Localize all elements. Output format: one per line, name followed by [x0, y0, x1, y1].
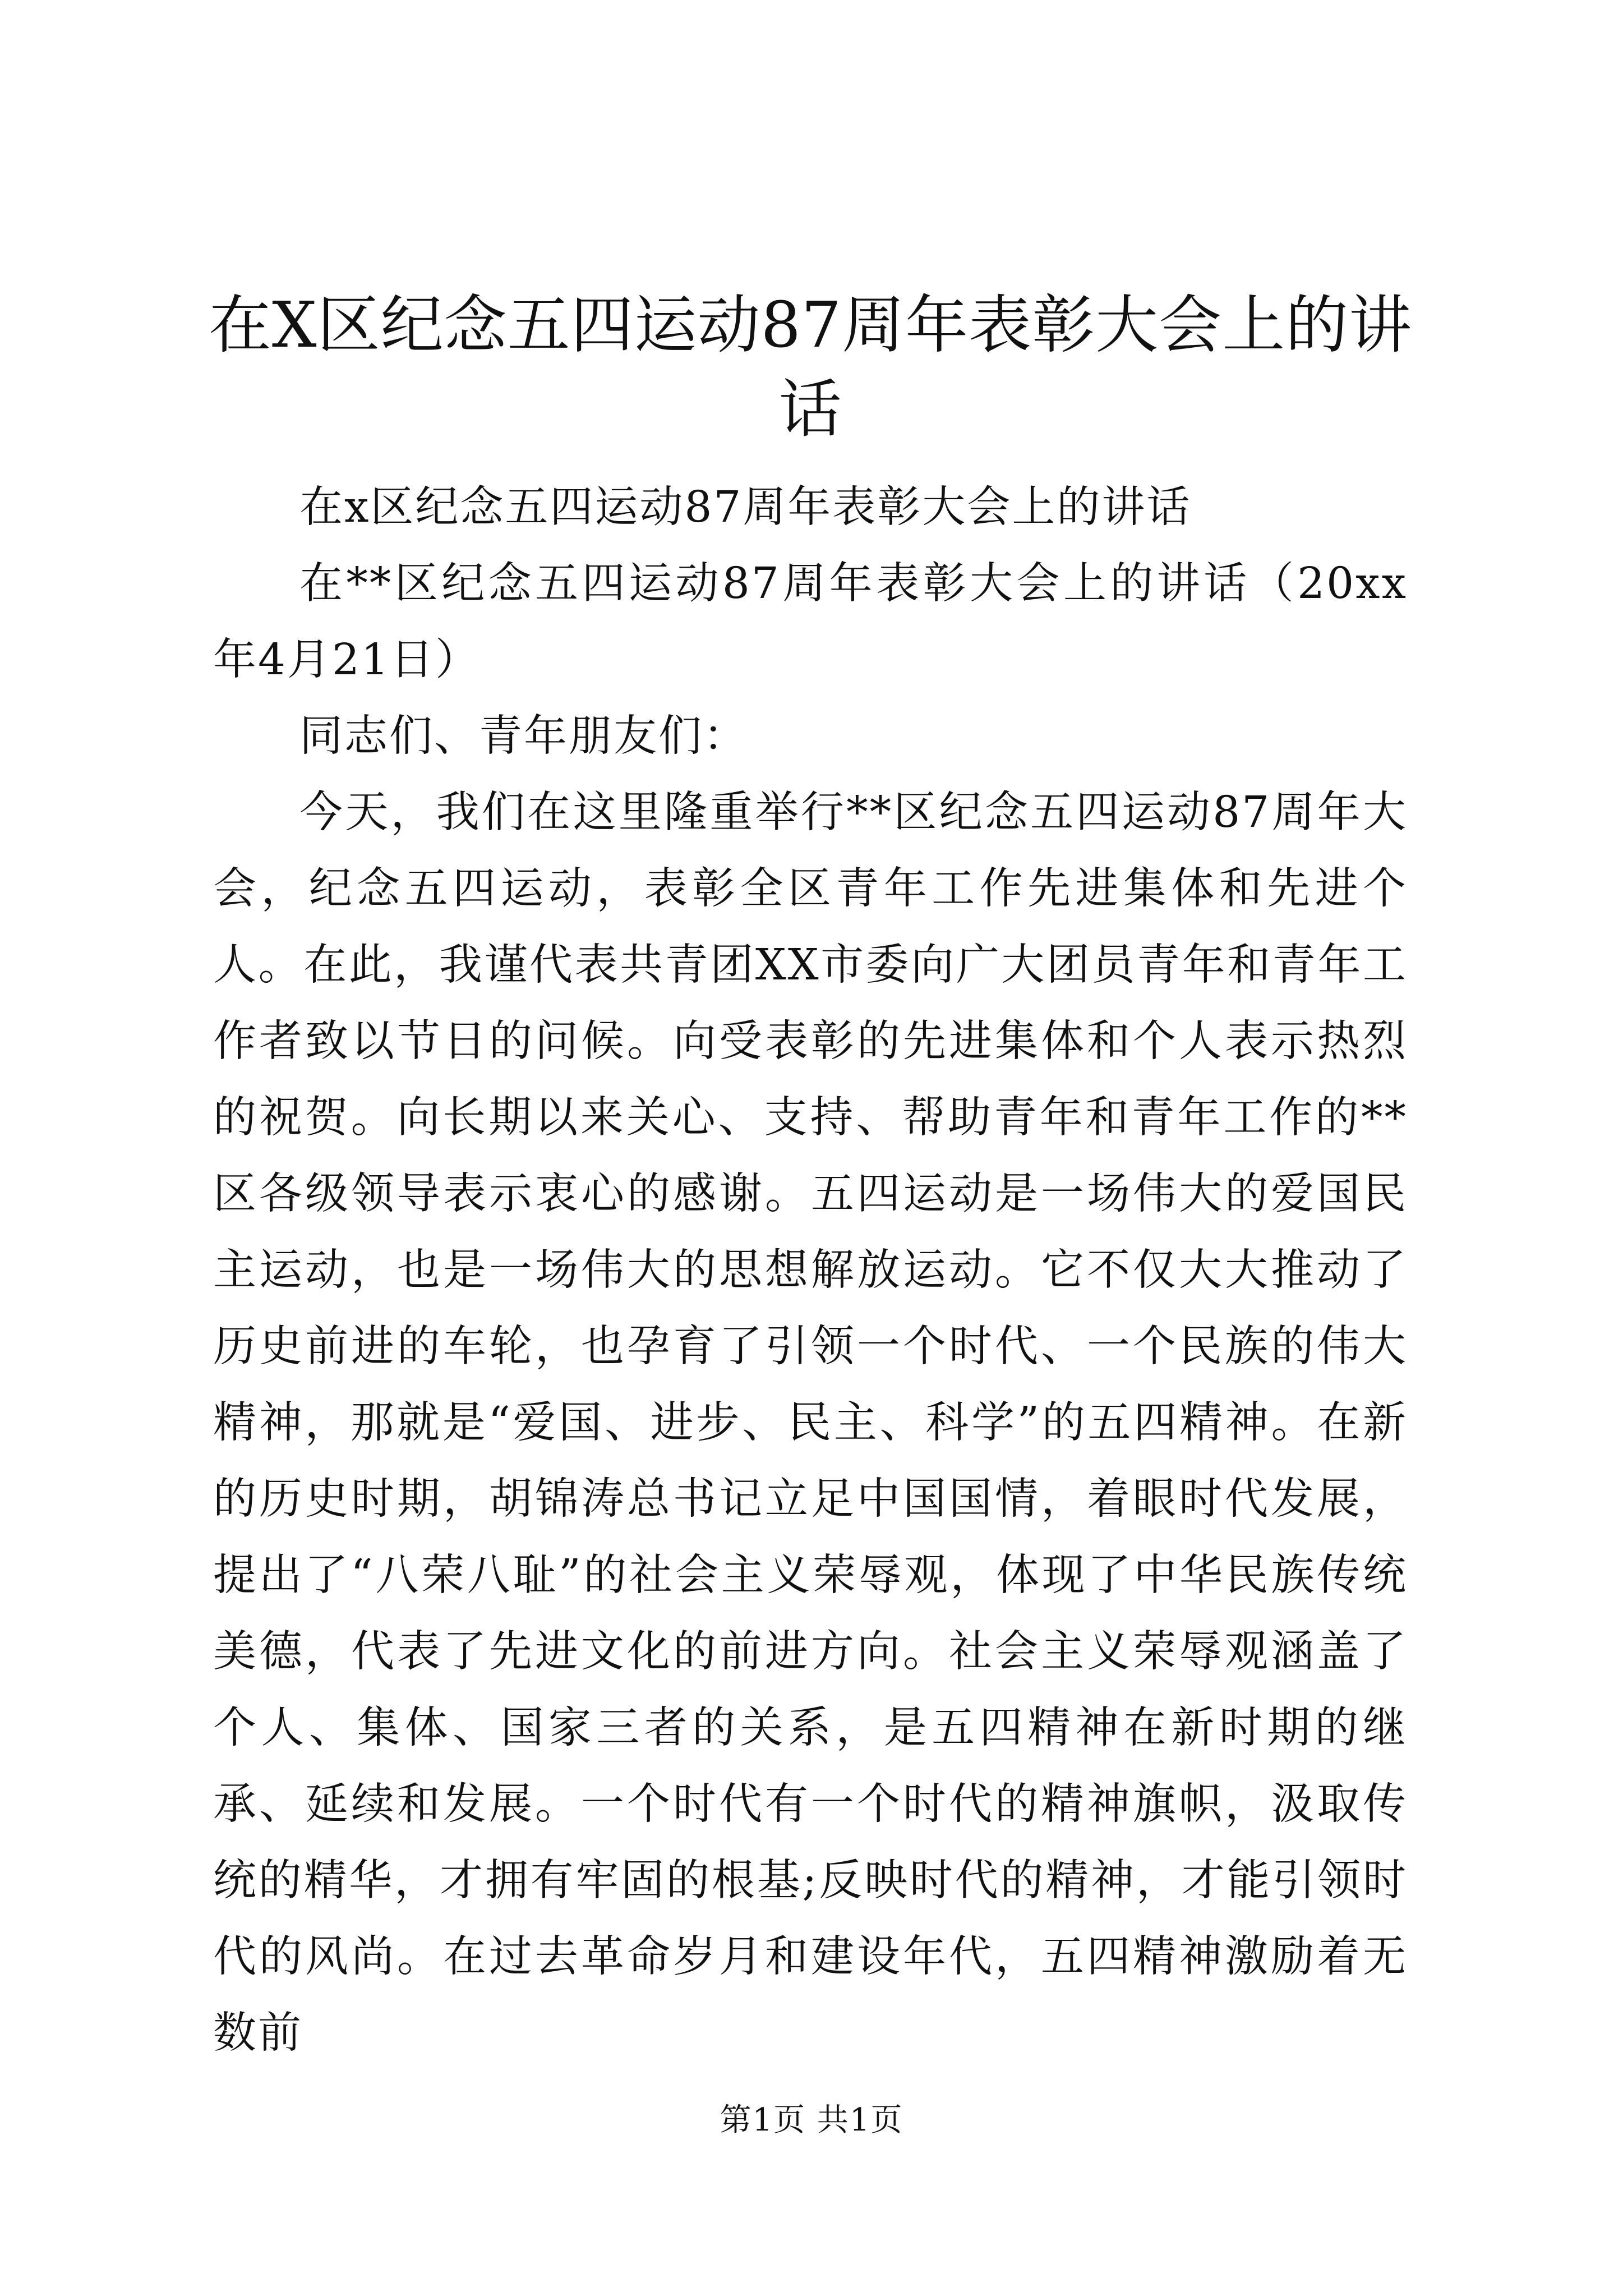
- paragraph-salutation: 同志们、青年朋友们：: [299, 711, 748, 761]
- document-body: [213, 470, 1408, 2072]
- paragraph-main-text: 今天，我们在这里隆重举行**区纪念五四运动87周年大会，纪念五四运动，表彰全区青年工作先进集体和先进个人。在此，我谨代表共青团XX市委向广大团员青年和青年工作者致以节日的问候。向受表彰的先进集体和个人表示热烈的祝贺。向长期以来关心、支持、帮助青年和青年工作的**区各级领导表示衷心的感谢。五四运动是一场伟大的爱国民主运动，也是一场伟大的思想解放运动。它不仅大大推动了历史前进的车轮，也孕育了引领一个时代、一个民族的伟大精神，那就是“爱国、进步、民主、科学”的五四精神。在新的历史时期，胡锦涛总书记立足中国国情，着眼时代发展，提出了“八荣八耻”的社会主义荣辱观，体现了中华民族传统美德，代表了先进文化的前进方向。社会主义荣辱观涵盖了个人、集体、国家三者的关系，是五四精神在新时期的继承、延续和发展。一个时代有一个时代的精神旗帜，汲取传统的精华，才拥有牢固的根基;反映时代的精神，才能引领时代的风尚。在过去革命岁月和建设年代，五四精神激励着无数前: [213, 788, 1408, 2058]
- document-title: 在X区纪念五四运动87周年表彰大会上的讲话: [208, 289, 1413, 446]
- paragraph-date-line: 在**区纪念五四运动87周年表彰大会上的讲话（20xx年4月21日）: [213, 559, 1408, 685]
- page-footer: 第1页 共1页: [720, 2102, 903, 2138]
- paragraph-subtitle: 在x区纪念五四运动87周年表彰大会上的讲话: [299, 482, 1192, 532]
